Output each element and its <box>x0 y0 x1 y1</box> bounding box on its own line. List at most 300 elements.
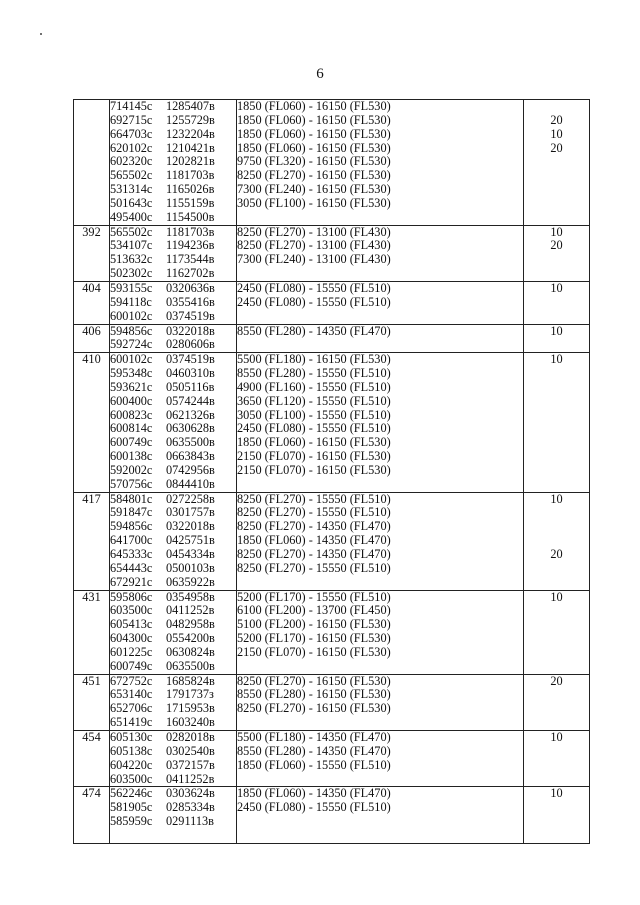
flight-level-range: 2450 (FL080) - 15550 (FL510) <box>237 294 391 309</box>
latitude-code: 562246c <box>110 786 153 801</box>
latitude-code: 653140c <box>110 687 153 702</box>
flight-level-range: 7300 (FL240) - 13100 (FL430) <box>237 252 391 267</box>
value <box>524 604 589 618</box>
longitude-code: 0303624в <box>166 786 215 801</box>
latitude-code: 501643c <box>110 195 153 210</box>
latitude-code: 672752c <box>110 673 153 688</box>
value <box>524 211 589 225</box>
flight-levels-cell <box>237 590 524 674</box>
flight-level-range: 5500 (FL180) - 16150 (FL530) <box>237 352 391 367</box>
value: 20 <box>550 238 563 253</box>
value: 10 <box>550 352 563 367</box>
latitude-code: 531314c <box>110 182 153 197</box>
route-id: 474 <box>74 787 110 844</box>
route-id: 431 <box>74 590 110 674</box>
flight-level-range: 2150 (FL070) - 16150 (FL530) <box>237 462 391 477</box>
longitude-code: 0663843в <box>166 449 215 464</box>
value <box>524 534 589 548</box>
coordinate-pair <box>110 338 236 352</box>
longitude-code: 1165026в <box>166 182 215 197</box>
table-row <box>74 100 590 226</box>
table-row <box>74 492 590 590</box>
value: 10 <box>550 323 563 338</box>
longitude-code: 0301757в <box>166 505 215 520</box>
longitude-code: 1202821в <box>166 154 215 169</box>
flight-level-range: 1850 (FL060) - 16150 (FL530) <box>237 99 391 113</box>
value <box>524 436 589 450</box>
value <box>524 632 589 646</box>
flight-level-range: 2150 (FL070) - 16150 (FL530) <box>237 449 391 464</box>
longitude-code: 0742956в <box>166 462 215 477</box>
latitude-code: 664703c <box>110 126 153 141</box>
coordinate-pair <box>110 450 236 464</box>
latitude-code: 592002c <box>110 462 153 477</box>
coordinates-cell <box>110 324 237 353</box>
value <box>524 253 589 267</box>
value <box>524 338 589 352</box>
flight-level-range: 8250 (FL270) - 13100 (FL430) <box>237 224 391 239</box>
coordinates-cell <box>110 281 237 324</box>
coordinate-pair <box>110 422 236 436</box>
latitude-code: 600138c <box>110 449 153 464</box>
longitude-code: 0322018в <box>166 323 215 338</box>
coordinate-pair <box>110 506 236 520</box>
longitude-code: 0630824в <box>166 644 215 659</box>
flight-level-range: 1850 (FL060) - 15550 (FL510) <box>237 757 391 772</box>
route-id: 454 <box>74 730 110 786</box>
value-cell <box>524 100 590 226</box>
longitude-code: 0272258в <box>166 491 215 506</box>
latitude-code: 652706c <box>110 701 153 716</box>
coordinate-pair <box>110 675 236 689</box>
value <box>524 267 589 281</box>
value <box>524 562 589 576</box>
latitude-code: 601225c <box>110 644 153 659</box>
latitude-code: 600400c <box>110 393 153 408</box>
flight-level-range <box>237 478 523 492</box>
flight-level-range <box>237 773 523 787</box>
coordinate-pair <box>110 282 236 296</box>
value-cell <box>524 730 590 786</box>
value: 10 <box>550 224 563 239</box>
flight-level-range: 1850 (FL060) - 16150 (FL530) <box>237 435 391 450</box>
value: 20 <box>550 112 563 127</box>
longitude-code: 0621326в <box>166 407 215 422</box>
longitude-code: 1603240в <box>166 715 215 730</box>
coordinate-pair <box>110 409 236 423</box>
longitude-code: 1181703в <box>166 168 215 183</box>
table-row <box>74 281 590 324</box>
latitude-code: 592724c <box>110 337 153 352</box>
latitude-code: 620102c <box>110 140 153 155</box>
longitude-code: 1791737з <box>166 687 214 702</box>
value: 20 <box>550 547 563 561</box>
flight-level-range: 9750 (FL320) - 16150 (FL530) <box>237 154 391 169</box>
value <box>524 409 589 423</box>
latitude-code: 570756c <box>110 476 153 491</box>
coordinates-cell <box>110 225 237 281</box>
latitude-code: 584801c <box>110 491 153 506</box>
value <box>524 702 589 716</box>
coordinate-pair <box>110 253 236 267</box>
page-number: 6 <box>316 66 324 82</box>
value-cell <box>524 281 590 324</box>
coordinate-pair <box>110 155 236 169</box>
coordinate-pair <box>110 660 236 674</box>
value-cell <box>524 492 590 590</box>
longitude-code: 1210421в <box>166 140 215 155</box>
latitude-code: 602320c <box>110 154 153 169</box>
flight-level-range: 2450 (FL080) - 15550 (FL510) <box>237 800 391 815</box>
flight-level-range: 2450 (FL080) - 15550 (FL510) <box>237 421 391 436</box>
route-id: 410 <box>74 353 110 492</box>
longitude-code: 1181703в <box>166 224 215 239</box>
flight-level-range: 8250 (FL270) - 15550 (FL510) <box>237 491 391 506</box>
value <box>524 618 589 632</box>
longitude-code: 0354958в <box>166 589 215 604</box>
value <box>524 100 589 114</box>
value: 10 <box>550 786 563 801</box>
coordinate-pair <box>110 591 236 605</box>
flight-level-range <box>237 310 523 324</box>
coordinate-pair <box>110 296 236 310</box>
latitude-code: 565502c <box>110 224 153 239</box>
longitude-code: 0460310в <box>166 366 215 381</box>
coordinate-pair <box>110 632 236 646</box>
value-cell <box>524 353 590 492</box>
coordinates-cell <box>110 492 237 590</box>
longitude-code: 0282018в <box>166 729 215 744</box>
coordinate-pair <box>110 702 236 716</box>
value <box>524 506 589 520</box>
latitude-code: 495400c <box>110 209 153 224</box>
latitude-code: 593621c <box>110 379 153 394</box>
flight-level-range: 5200 (FL170) - 15550 (FL510) <box>237 589 391 604</box>
longitude-code: 0374519в <box>166 352 215 367</box>
value: 20 <box>550 673 563 688</box>
flight-level-range <box>237 211 523 225</box>
coordinate-pair <box>110 520 236 534</box>
flight-levels-cell <box>237 225 524 281</box>
coordinate-pair <box>110 688 236 702</box>
value-cell <box>524 674 590 730</box>
longitude-code: 1173544в <box>166 252 215 267</box>
flight-level-range: 8250 (FL270) - 14350 (FL470) <box>237 547 391 561</box>
coordinate-pair <box>110 815 236 829</box>
value: 10 <box>550 729 563 744</box>
coordinate-pair <box>110 759 236 773</box>
value <box>524 801 589 815</box>
value: 10 <box>550 280 563 295</box>
latitude-code: 605130c <box>110 729 153 744</box>
latitude-code: 603500c <box>110 603 153 618</box>
coordinate-pair <box>110 618 236 632</box>
latitude-code: 605138c <box>110 743 153 758</box>
value <box>524 183 589 197</box>
coordinate-pair <box>110 142 236 156</box>
value <box>524 576 589 590</box>
longitude-code: 0635500в <box>166 435 215 450</box>
coordinate-pair <box>110 646 236 660</box>
coordinates-cell <box>110 787 237 844</box>
flight-level-range <box>237 267 523 281</box>
longitude-code: 0635922в <box>166 574 215 589</box>
longitude-code: 0630628в <box>166 421 215 436</box>
longitude-code: 0302540в <box>166 743 215 758</box>
value <box>524 367 589 381</box>
route-id: 392 <box>74 225 110 281</box>
coordinate-pair <box>110 325 236 339</box>
flight-level-range: 6100 (FL200) - 13700 (FL450) <box>237 603 391 618</box>
flight-level-range: 8250 (FL270) - 16150 (FL530) <box>237 701 391 716</box>
latitude-code: 595806c <box>110 589 153 604</box>
coordinates-cell <box>110 590 237 674</box>
longitude-code: 1285407в <box>166 99 215 113</box>
value <box>524 478 589 492</box>
longitude-code: 0320636в <box>166 280 215 295</box>
flight-level-range: 1850 (FL060) - 14350 (FL470) <box>237 533 391 548</box>
flight-level-range: 8550 (FL280) - 15550 (FL510) <box>237 366 391 381</box>
coordinates-cell <box>110 730 237 786</box>
flight-levels-cell <box>237 281 524 324</box>
longitude-code: 1685824в <box>166 673 215 688</box>
coordinate-pair <box>110 310 236 324</box>
flight-level-range <box>237 716 523 730</box>
coordinates-cell <box>110 353 237 492</box>
value <box>524 422 589 436</box>
longitude-code: 1255729в <box>166 112 215 127</box>
flight-level-range: 8250 (FL270) - 13100 (FL430) <box>237 238 391 253</box>
coordinate-pair <box>110 576 236 590</box>
value <box>524 169 589 183</box>
coordinate-pair <box>110 773 236 787</box>
coordinate-pair <box>110 534 236 548</box>
value: 20 <box>550 140 563 155</box>
value <box>524 381 589 395</box>
value-cell <box>524 324 590 353</box>
longitude-code: 1232204в <box>166 126 215 141</box>
flight-levels-cell <box>237 324 524 353</box>
flight-level-range: 8250 (FL270) - 16150 (FL530) <box>237 673 391 688</box>
longitude-code: 0411252в <box>166 771 215 786</box>
coordinate-pair <box>110 353 236 367</box>
coordinate-pair <box>110 801 236 815</box>
coordinate-pair <box>110 226 236 240</box>
value-cell <box>524 787 590 844</box>
longitude-code: 0554200в <box>166 631 215 646</box>
latitude-code: 585959c <box>110 814 153 829</box>
latitude-code: 594856c <box>110 519 153 534</box>
coordinate-pair <box>110 745 236 759</box>
routes-table-body <box>74 100 590 844</box>
coordinates-cell <box>110 100 237 226</box>
longitude-code: 0505116в <box>166 379 215 394</box>
value <box>524 773 589 787</box>
latitude-code: 591847c <box>110 505 153 520</box>
longitude-code: 1715953в <box>166 701 215 716</box>
latitude-code: 513632c <box>110 252 153 267</box>
table-row <box>74 730 590 786</box>
latitude-code: 600823c <box>110 407 153 422</box>
value <box>524 197 589 211</box>
latitude-code: 605413c <box>110 617 153 632</box>
flight-level-range: 8550 (FL280) - 16150 (FL530) <box>237 687 391 702</box>
value <box>524 745 589 759</box>
flight-levels-cell <box>237 492 524 590</box>
value: 10 <box>550 126 563 141</box>
coordinate-pair <box>110 731 236 745</box>
flight-level-range: 8550 (FL280) - 14350 (FL470) <box>237 323 391 338</box>
coordinates-cell <box>110 674 237 730</box>
table-row <box>74 590 590 674</box>
latitude-code: 600749c <box>110 435 153 450</box>
flight-level-range <box>237 660 523 674</box>
coordinate-pair <box>110 169 236 183</box>
value-cell <box>524 590 590 674</box>
table-row <box>74 674 590 730</box>
value <box>524 395 589 409</box>
value: 10 <box>550 589 563 604</box>
longitude-code: 1155159в <box>166 195 215 210</box>
latitude-code: 645333c <box>110 547 153 561</box>
latitude-code: 594118c <box>110 294 152 309</box>
longitude-code: 0454334в <box>166 547 215 561</box>
coordinate-pair <box>110 548 236 562</box>
flight-level-range <box>237 576 523 590</box>
coordinate-pair <box>110 267 236 281</box>
flight-level-range <box>237 338 523 352</box>
coordinate-pair <box>110 381 236 395</box>
flight-level-range: 8250 (FL270) - 15550 (FL510) <box>237 560 391 575</box>
flight-level-range: 8250 (FL270) - 15550 (FL510) <box>237 505 391 520</box>
latitude-code: 600814c <box>110 421 153 436</box>
flight-levels-cell <box>237 674 524 730</box>
coordinate-pair <box>110 114 236 128</box>
flight-level-range: 1850 (FL060) - 16150 (FL530) <box>237 140 391 155</box>
flight-level-range: 8250 (FL270) - 16150 (FL530) <box>237 168 391 183</box>
value <box>524 646 589 660</box>
latitude-code: 595348c <box>110 366 153 381</box>
longitude-code: 0322018в <box>166 519 215 534</box>
coordinate-pair <box>110 716 236 730</box>
latitude-code: 714145c <box>110 99 153 113</box>
coordinate-pair <box>110 239 236 253</box>
flight-level-range: 1850 (FL060) - 14350 (FL470) <box>237 786 391 801</box>
value <box>524 520 589 534</box>
latitude-code: 593155c <box>110 280 153 295</box>
longitude-code: 0635500в <box>166 658 215 673</box>
scan-speck <box>40 33 42 35</box>
flight-level-range: 5200 (FL170) - 16150 (FL530) <box>237 631 391 646</box>
flight-level-range <box>237 815 523 829</box>
value <box>524 660 589 674</box>
longitude-code: 0374519в <box>166 308 215 323</box>
flight-level-range: 5100 (FL200) - 16150 (FL530) <box>237 617 391 632</box>
table-row <box>74 353 590 492</box>
coordinate-pair <box>110 562 236 576</box>
coordinate-pair <box>110 395 236 409</box>
flight-level-range: 3050 (FL100) - 15550 (FL510) <box>237 407 391 422</box>
route-id <box>74 100 110 226</box>
flight-level-range: 8250 (FL270) - 14350 (FL470) <box>237 519 391 534</box>
table-row <box>74 324 590 353</box>
latitude-code: 641700c <box>110 533 153 548</box>
flight-levels-cell <box>237 787 524 844</box>
routes-table <box>73 99 590 844</box>
flight-level-range: 8550 (FL280) - 14350 (FL470) <box>237 743 391 758</box>
route-id: 404 <box>74 281 110 324</box>
latitude-code: 581905c <box>110 800 153 815</box>
table-row <box>74 787 590 844</box>
flight-level-range: 5500 (FL180) - 14350 (FL470) <box>237 729 391 744</box>
longitude-code: 0291113в <box>166 814 214 829</box>
latitude-code: 565502c <box>110 168 153 183</box>
longitude-code: 0411252в <box>166 603 215 618</box>
coordinate-pair <box>110 128 236 142</box>
route-id: 417 <box>74 492 110 590</box>
latitude-code: 651419c <box>110 715 153 730</box>
flight-level-range: 3650 (FL120) - 15550 (FL510) <box>237 393 391 408</box>
flight-level-range: 4900 (FL160) - 15550 (FL510) <box>237 379 391 394</box>
longitude-code: 1162702в <box>166 266 215 281</box>
latitude-code: 600102c <box>110 308 153 323</box>
longitude-code: 0285334в <box>166 800 215 815</box>
coordinate-pair <box>110 183 236 197</box>
longitude-code: 0482958в <box>166 617 215 632</box>
value <box>524 716 589 730</box>
flight-levels-cell <box>237 353 524 492</box>
value: 10 <box>550 491 563 506</box>
flight-level-range: 2150 (FL070) - 16150 (FL530) <box>237 644 391 659</box>
flight-level-range: 7300 (FL240) - 16150 (FL530) <box>237 182 391 197</box>
flight-levels-cell <box>237 100 524 226</box>
coordinate-pair <box>110 493 236 507</box>
longitude-code: 0844410в <box>166 476 215 491</box>
latitude-code: 604300c <box>110 631 153 646</box>
longitude-code: 1154500в <box>166 209 215 224</box>
longitude-code: 0280606в <box>166 337 215 352</box>
coordinate-pair <box>110 478 236 492</box>
longitude-code: 0372157в <box>166 757 215 772</box>
value-cell <box>524 225 590 281</box>
value <box>524 759 589 773</box>
flight-level-range: 1850 (FL060) - 16150 (FL530) <box>237 112 391 127</box>
value <box>524 464 589 478</box>
table-row <box>74 225 590 281</box>
coordinate-pair <box>110 604 236 618</box>
value <box>524 310 589 324</box>
latitude-code: 672921c <box>110 574 153 589</box>
longitude-code: 0500103в <box>166 560 215 575</box>
coordinate-pair <box>110 436 236 450</box>
value <box>524 155 589 169</box>
value <box>524 450 589 464</box>
coordinate-pair <box>110 211 236 225</box>
latitude-code: 654443c <box>110 560 153 575</box>
coordinate-pair <box>110 197 236 211</box>
coordinate-pair <box>110 787 236 801</box>
flight-level-range: 3050 (FL100) - 16150 (FL530) <box>237 195 391 210</box>
coordinate-pair <box>110 464 236 478</box>
latitude-code: 692715c <box>110 112 153 127</box>
flight-levels-cell <box>237 730 524 786</box>
coordinate-pair <box>110 367 236 381</box>
route-id: 451 <box>74 674 110 730</box>
value <box>524 815 589 829</box>
latitude-code: 594856c <box>110 323 153 338</box>
latitude-code: 600749c <box>110 658 153 673</box>
latitude-code: 502302c <box>110 266 153 281</box>
